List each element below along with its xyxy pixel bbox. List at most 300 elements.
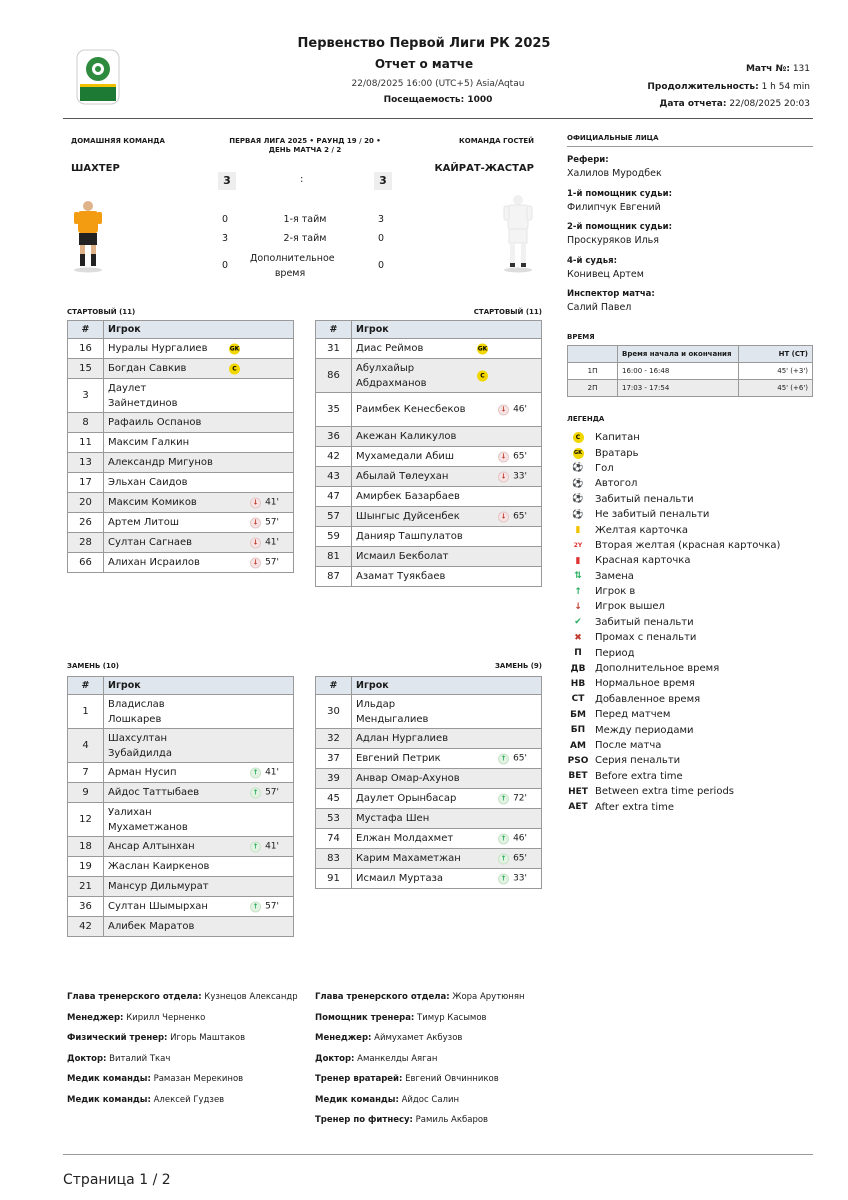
player-cell [104, 783, 294, 803]
player-cell [352, 447, 542, 467]
legend-label: Промах с пенальти [595, 632, 697, 644]
home-score: 3 [218, 172, 236, 190]
player-number: 9 [68, 783, 104, 803]
player-cell [104, 533, 294, 553]
time-col-ht: HT (CT) [739, 346, 813, 363]
player-name: Евгений Петрик [356, 753, 441, 764]
legend-item [567, 769, 813, 784]
staff-item [315, 1074, 525, 1095]
staff-item [67, 1074, 298, 1095]
legend-label: Вторая желтая (красная карточка) [595, 539, 781, 551]
staff-name: Жора Арутюнян [452, 992, 525, 1002]
staff-item [315, 1013, 525, 1034]
table-header-row [316, 321, 542, 339]
legend-label: After extra time [595, 801, 675, 813]
legend-label: Забитый пенальти [595, 493, 694, 505]
player-number: 35 [316, 393, 352, 427]
legend-label: Гол [595, 462, 614, 474]
table-row [68, 413, 294, 433]
legend-label: Желтая карточка [595, 524, 688, 536]
official-item [567, 222, 813, 256]
staff-name: Айдос Салин [401, 1094, 460, 1105]
col-player-header: Игрок [104, 677, 294, 695]
player-number: 83 [316, 849, 352, 869]
staff-role: Физический тренер: [67, 1033, 168, 1043]
footer-divider [63, 1154, 813, 1155]
legend-item [567, 599, 813, 614]
player-name: Амирбек Базарбаев [356, 491, 460, 502]
player-number: 8 [68, 413, 104, 433]
table-row [316, 567, 542, 587]
player-cell [352, 869, 542, 889]
player-number: 26 [68, 513, 104, 533]
time-ht: 45' (+3') [739, 363, 813, 380]
sub-minute: 65' [513, 511, 527, 522]
player-in-icon: ↑ [498, 753, 509, 764]
legend-label: Дополнительное время [595, 663, 720, 675]
staff-item [315, 1095, 525, 1116]
player-cell [104, 339, 294, 359]
legend-label: Забитый пенальти [595, 616, 694, 628]
sub-minute: 57' [265, 787, 279, 798]
table-row [316, 527, 542, 547]
match-number: Матч №: 131 [745, 64, 810, 74]
between-periods-abbr [567, 725, 589, 735]
player-cell [104, 877, 294, 897]
legend-icon-glyph: ↓ [574, 601, 582, 612]
sub-in-event [250, 841, 279, 852]
legend-item [567, 692, 813, 707]
staff-role: Медик команды: [67, 1094, 151, 1105]
time-title: ВРЕМЯ [567, 333, 595, 341]
player-number: 42 [316, 447, 352, 467]
player-name: Данияр Ташпулатов [356, 531, 463, 542]
staff-item [315, 1033, 525, 1054]
legend-label: Не забитый пенальти [595, 509, 710, 521]
legend-label: Капитан [595, 432, 640, 444]
staff-item [315, 1115, 525, 1136]
legend-icon-glyph: ↑ [574, 586, 582, 597]
player-number: 53 [316, 809, 352, 829]
sub-out-event [498, 511, 527, 522]
legend-item [567, 461, 813, 476]
player-cell [352, 467, 542, 487]
period-2-away: 0 [378, 233, 385, 244]
legend-item [567, 676, 813, 691]
goalkeeper-icon [567, 448, 589, 459]
staff-name: Виталий Ткач [109, 1053, 171, 1064]
legend-item [567, 569, 813, 584]
player-number: 3 [68, 379, 104, 413]
legend-item [567, 753, 813, 768]
legend-icon-glyph: C [573, 432, 584, 443]
captain-icon: C [229, 363, 240, 374]
sub-minute: 57' [265, 557, 279, 568]
player-in-icon: ↑ [250, 767, 261, 778]
period-2-label: 2-я тайм [283, 233, 327, 244]
period-et-home: 0 [222, 260, 229, 271]
player-name: Ансар Алтынхан [108, 841, 195, 852]
player-cell [104, 473, 294, 493]
time-col-period [568, 346, 618, 363]
table-header-row [68, 677, 294, 695]
player-cell [352, 393, 542, 427]
legend-icon-glyph: BET [568, 771, 588, 782]
legend-item [567, 522, 813, 537]
player-name: Абулхайыр Абдрахманов [356, 362, 427, 389]
sub-out-event [250, 517, 279, 528]
player-name: Акежан Каликулов [356, 431, 457, 442]
period-2-home: 3 [222, 233, 229, 244]
legend-item [567, 492, 813, 507]
player-cell [104, 513, 294, 533]
player-number: 57 [316, 507, 352, 527]
sub-in-event [498, 853, 527, 864]
away-kit-icon [500, 192, 536, 278]
staff-item [315, 992, 525, 1013]
table-row [68, 857, 294, 877]
player-out-icon: ↓ [498, 404, 509, 415]
player-cell [104, 379, 294, 413]
player-cell [104, 837, 294, 857]
table-row [68, 763, 294, 783]
legend-label: Добавленное время [595, 693, 701, 705]
player-number: 18 [68, 837, 104, 857]
legend-item [567, 553, 813, 568]
extra-time-abbr [567, 664, 589, 674]
table-row [68, 533, 294, 553]
staff-role: Тренер по фитнесу: [315, 1115, 413, 1125]
legend-item [567, 738, 813, 753]
staff-role: Менеджер: [315, 1033, 372, 1043]
legend-icon-glyph: СТ [571, 694, 585, 705]
home-subs-table [67, 676, 294, 937]
table-row [316, 695, 542, 729]
red-card-icon [567, 556, 589, 566]
official-role: Инспектор матча: [567, 289, 655, 299]
table-row [68, 729, 294, 763]
player-number: 36 [68, 897, 104, 917]
player-cell [352, 809, 542, 829]
het-abbr [567, 787, 589, 797]
table-row [68, 453, 294, 473]
yellow-card-icon [567, 525, 589, 535]
report-title: Первенство Первой Лиги РК 2025 [297, 36, 551, 51]
away-team-name: КАЙРАТ-ЖАСТАР [434, 163, 534, 174]
player-cell [352, 547, 542, 567]
col-player-header: Игрок [352, 677, 542, 695]
period-et-label: Дополнительное время [250, 253, 335, 279]
shootout-missed-icon [567, 633, 589, 643]
player-out-icon: ↓ [498, 511, 509, 522]
official-name: Конивец Артем [567, 268, 644, 280]
player-cell [352, 769, 542, 789]
player-out-icon: ↓ [250, 497, 261, 508]
legend-icon-glyph: HET [568, 786, 588, 797]
time-table [567, 345, 813, 397]
legend-item [567, 538, 813, 553]
official-role: 4-й судья: [567, 255, 618, 266]
sub-minute: 46' [513, 833, 527, 844]
table-row [316, 427, 542, 447]
legend-item [567, 661, 813, 676]
player-name: Мансур Дильмурат [108, 881, 209, 892]
goalkeeper-icon: GK [229, 345, 240, 352]
player-name: Рафаиль Оспанов [108, 417, 202, 428]
sub-out-event [498, 471, 527, 482]
legend-label: Период [595, 647, 635, 659]
captain-icon [567, 432, 589, 443]
player-in-icon: ↑ [250, 787, 261, 798]
legend-label: После матча [595, 740, 662, 751]
player-cell [104, 695, 294, 729]
player-number: 16 [68, 339, 104, 359]
home-kit-icon [70, 198, 106, 278]
sub-minute: 33' [513, 471, 527, 482]
home-starting-table [67, 320, 294, 573]
period-1-away: 3 [378, 214, 385, 225]
official-name: Халилов Муродбек [567, 168, 662, 179]
time-period: 1П [568, 363, 618, 380]
legend-icon-glyph: ✖ [574, 632, 582, 643]
player-name: Максим Комиков [108, 497, 197, 508]
legend-item [567, 507, 813, 522]
official-name: Проскуряков Илья [567, 235, 659, 246]
table-row [68, 433, 294, 453]
legend-icon-glyph: ▮ [575, 525, 581, 536]
player-name: Александр Мигунов [108, 457, 213, 468]
player-cell [352, 487, 542, 507]
table-row [316, 749, 542, 769]
penalty-missed-icon [567, 510, 589, 520]
legend-list [567, 430, 813, 815]
player-name: Диас Реймов [356, 343, 424, 354]
staff-role: Доктор: [315, 1053, 355, 1064]
legend-icon-glyph: ⚽ [572, 509, 584, 520]
official-item [567, 189, 813, 223]
legend-label: Автогол [595, 478, 638, 490]
player-name: Султан Шымырхан [108, 901, 208, 912]
player-number: 39 [316, 769, 352, 789]
sub-in-event [498, 793, 527, 804]
official-role: 2-й помощник судьи: [567, 222, 672, 232]
table-row [316, 849, 542, 869]
own-goal-icon [567, 479, 589, 489]
player-number: 12 [68, 803, 104, 837]
away-starting-label: СТАРТОВЫЙ (11) [473, 308, 542, 316]
player-name: Алихан Исраилов [108, 557, 200, 568]
table-row [68, 803, 294, 837]
player-cell [104, 413, 294, 433]
player-name: Абылай Төлеухан [356, 471, 449, 482]
player-number: 1 [68, 695, 104, 729]
penalty-scored-icon [567, 494, 589, 504]
sub-minute: 41' [265, 497, 279, 508]
player-name: Шахсултан Зубайдилда [108, 732, 172, 759]
legend-label: Between extra time periods [595, 786, 735, 798]
player-number: 31 [316, 339, 352, 359]
table-header-row [68, 321, 294, 339]
normal-time-abbr [567, 679, 589, 689]
sub-minute: 65' [513, 451, 527, 462]
player-number: 59 [316, 527, 352, 547]
staff-item [67, 992, 298, 1013]
home-subs-label: ЗАМЕНЬ (10) [67, 662, 119, 670]
player-cell [104, 857, 294, 877]
legend-icon-glyph: ⇅ [574, 571, 582, 582]
legend-icon-glyph: PSO [567, 755, 589, 766]
sub-minute: 41' [265, 537, 279, 548]
player-cell [104, 897, 294, 917]
player-number: 47 [316, 487, 352, 507]
table-row [68, 359, 294, 379]
player-cell [352, 567, 542, 587]
player-cell [104, 453, 294, 473]
player-name: Даулет Зайнетдинов [108, 382, 178, 409]
player-number: 11 [68, 433, 104, 453]
staff-name: Рамазан Мерекинов [153, 1074, 244, 1084]
table-row [316, 809, 542, 829]
player-name: Азамат Туякбаев [356, 571, 446, 582]
table-row [316, 829, 542, 849]
legend-icon-glyph: ⚽ [572, 463, 584, 474]
official-item [567, 155, 813, 189]
legend-label: Игрок в [595, 586, 636, 598]
time-row [568, 380, 813, 397]
goal-icon [567, 463, 589, 473]
player-cell [352, 359, 542, 393]
player-name: Алибек Маратов [108, 921, 195, 932]
player-number: 37 [316, 749, 352, 769]
legend-icon-glyph: ▮ [575, 555, 581, 566]
table-row [68, 379, 294, 413]
time-row [568, 363, 813, 380]
player-name: Мустафа Шен [356, 813, 430, 824]
table-row [316, 467, 542, 487]
sub-minute: 46' [513, 404, 527, 415]
player-cell [352, 507, 542, 527]
report-subtitle: Отчет о матче [374, 57, 474, 71]
legend-label: Замена [595, 570, 634, 582]
player-cell [104, 763, 294, 783]
before-match-abbr [567, 710, 589, 720]
col-number-header: # [68, 321, 104, 339]
player-in-icon: ↑ [498, 853, 509, 864]
player-cell [104, 433, 294, 453]
table-row [316, 507, 542, 527]
time-range: 17:03 - 17:54 [618, 380, 739, 397]
sub-in-event [498, 833, 527, 844]
staff-role: Медик команды: [315, 1094, 399, 1105]
staff-name: Аймухамет Акбузов [374, 1033, 463, 1043]
away-starting-table [315, 320, 542, 587]
table-row [68, 473, 294, 493]
player-number: 36 [316, 427, 352, 447]
legend-label: Вратарь [595, 447, 639, 459]
substitution-icon [567, 571, 589, 581]
legend-icon-glyph: GK [573, 448, 584, 459]
player-name: Исмаил Бекболат [356, 551, 449, 562]
col-number-header: # [316, 677, 352, 695]
table-row [316, 359, 542, 393]
player-name: Владислав Лошкарев [108, 698, 165, 725]
player-in-icon: ↑ [498, 873, 509, 884]
player-number: 91 [316, 869, 352, 889]
player-cell [352, 789, 542, 809]
player-name: Богдан Савкив [108, 363, 187, 374]
bet-abbr [567, 771, 589, 781]
home-team-name: ШАХТЕР [71, 163, 120, 174]
staff-role: Помощник тренера: [315, 1012, 415, 1023]
col-number-header: # [68, 677, 104, 695]
away-subs-label: ЗАМЕНЬ (9) [494, 662, 542, 670]
table-row [316, 769, 542, 789]
player-name: Шынгыс Дуйсенбек [356, 511, 460, 522]
player-number: 30 [316, 695, 352, 729]
player-name: Анвар Омар-Ахунов [356, 773, 460, 784]
staff-role: Медик команды: [67, 1074, 151, 1084]
staff-name: Игорь Маштаков [170, 1033, 246, 1043]
staff-name: Алексей Гудзев [153, 1094, 225, 1105]
player-number: 17 [68, 473, 104, 493]
staff-name: Евгений Овчинников [405, 1074, 499, 1084]
away-staff [315, 992, 525, 1136]
legend-item [567, 722, 813, 737]
legend-icon-glyph: П [574, 648, 582, 659]
legend-icon-glyph: НВ [570, 678, 586, 689]
player-out-icon: ↓ [498, 471, 509, 482]
player-name: Эльхан Саидов [108, 477, 188, 488]
goalkeeper-icon: GK [477, 345, 488, 352]
player-cell [352, 695, 542, 729]
legend-icon-glyph: БП [570, 725, 586, 736]
legend-label: Красная карточка [595, 555, 691, 567]
table-row [68, 837, 294, 857]
legend-label: Серия пенальти [595, 755, 681, 767]
time-ht: 45' (+6') [739, 380, 813, 397]
player-name: Мухамедали Абиш [356, 451, 455, 462]
match-duration: Продолжительность: 1 h 54 min [647, 82, 810, 92]
table-row [316, 729, 542, 749]
staff-item [67, 1033, 298, 1054]
col-player-header: Игрок [104, 321, 294, 339]
staff-item [67, 1013, 298, 1034]
player-in-icon: ↑ [498, 833, 509, 844]
staff-name: Аманкелды Аяган [357, 1053, 438, 1064]
legend-icon-glyph: БМ [570, 709, 586, 720]
player-number: 87 [316, 567, 352, 587]
table-row [68, 897, 294, 917]
table-row [68, 783, 294, 803]
player-out-icon [567, 602, 589, 612]
player-name: Ильдар Мендыгалиев [356, 698, 429, 725]
legend-label: Нормальное время [595, 678, 695, 690]
legend-icon-glyph: АМ [570, 740, 586, 751]
staff-role: Глава тренерского отдела: [315, 992, 450, 1002]
sub-out-event [250, 497, 279, 508]
player-number: 42 [68, 917, 104, 937]
table-row [316, 339, 542, 359]
sub-minute: 33' [513, 873, 527, 884]
legend-label: Игрок вышел [595, 601, 665, 613]
legend-icon-glyph: AET [568, 802, 588, 813]
staff-role: Доктор: [67, 1053, 107, 1064]
legend-item [567, 445, 813, 460]
player-name: Жаслан Каиркенов [108, 861, 210, 872]
attendance: Посещаемость: 1000 [383, 95, 493, 105]
home-starting-label: СТАРТОВЫЙ (11) [67, 308, 136, 316]
home-staff [67, 992, 298, 1115]
